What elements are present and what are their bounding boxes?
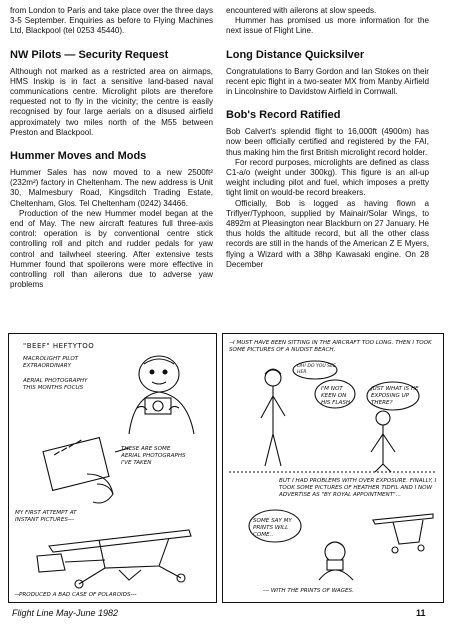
nw-pilots-body: Although not marked as a restricted area on airmaps, HMS Inskip is in fact a sensitive land-based naval communications centre. Microlight pilots are therefore requested not to fly in the vicinity; the centre is easily recognised by four large aerials on a disused airfield approximately two miles north of the M55 between Preston and Blackpool.	[10, 66, 213, 137]
camera-icon	[145, 398, 171, 414]
figure-left-icon	[261, 369, 285, 466]
right-column	[226, 6, 429, 270]
nw-pilots-heading: NW Pilots — Security Request	[10, 48, 169, 61]
quicksilver-heading: Long Distance Quicksilver	[226, 48, 365, 61]
cartoon-right-drawing	[223, 334, 443, 602]
cartoon-caption-pilot: MACROLIGHT PILOT EXTRAORDINARY	[23, 356, 79, 369]
hummer-heading: Hummer Moves and Mods	[10, 150, 147, 163]
hummer-paragraph-1: Hummer Sales has now moved to a new 2500ft² (232m²) factory in Cheltenham. The new address is Unit 30, Malmesbury Road, Kingsditch Trading Estate, Cheltenham, Glos. Tel Cheltenham (0242) 34466.	[10, 168, 213, 208]
pilot-with-camera-icon	[319, 542, 353, 580]
figure-right-icon	[371, 411, 395, 472]
small-aircraft-icon	[373, 514, 433, 553]
cartoon-caption-aerial: AERIAL PHOTOGRAPHY THIS MONTHS FOCUS	[23, 378, 88, 391]
page-number: 11	[416, 608, 426, 618]
bob-paragraph-3: Officially, Bob is logged as having flown a Triflyer/Typhoon, supplied by Mainair/Solar Wings, to 4892m at Pleasington near Blackburn on 27 January. He thus holds the altitude record, but all the other class records are still in the hands of the American Z E Myers, flying a Wizard with a 38hp Kawasaki engine. On 28 December	[226, 198, 429, 269]
pilot-head-icon	[139, 356, 179, 392]
cartoon-caption-polaroids: --PRODUCED A BAD CASE OF POLAROIDS---	[15, 592, 137, 598]
cartoon-caption-wages: --- WITH THE PRINTS OF WAGES.	[263, 588, 354, 594]
speech-bubble-1: OH! DO YOU SEE HER	[297, 364, 336, 375]
bob-paragraph-2: For record purposes, microlights are defined as class C1-a/o (weight under 300kg). This figure is an all-up weight including pilot and fuel, which imposes a pretty tight limit on would-be record breakers.	[226, 157, 429, 198]
cartoon-caption-exposure: BUT I HAD PROBLEMS WITH OVER EXPOSURE. FINALLY, I TOOK SOME PICTURES OF HEATHER TIDFIL AND I NOW ADVERTISE AS "BY ROYAL APPOINTMENT"...	[279, 478, 437, 498]
quicksilver-body: Congratulations to Barry Gordon and Ian Stokes on their recent epic flight in a two-seater MX from Manby Airfield in Lincolnshire to Davidstow Airfield in Cornwall.	[226, 66, 429, 97]
speech-bubble-3: JUST WHAT IS HE EXPOSING UP THERE?	[371, 386, 419, 406]
bob-record-heading: Bob's Record Ratified	[226, 109, 341, 122]
cartoon-panel-left	[8, 333, 217, 603]
photograph-icon	[43, 438, 109, 491]
right-intro-text-2: Hummer has promised us more information for the next issue of Flight Line.	[226, 16, 429, 36]
left-column	[10, 6, 213, 290]
cartoon-left-drawing	[9, 334, 216, 602]
microlight-aircraft-icon	[37, 530, 191, 588]
left-intro-text: from London to Paris and take place over the three days 3-5 September. Enquiries as before to Flying Machines Ltd, Blackpool (tel 0253 45440).	[10, 6, 213, 36]
cartoon-caption-instant: MY FIRST ATTEMPT AT INSTANT PICTURES---	[15, 510, 77, 523]
cartoon-caption-nudist: --I MUST HAVE BEEN SITTING IN THE AIRCRAFT TOO LONG. THEN I TOOK SOME PICTURES OF A NUDIST BEACH,	[229, 340, 432, 353]
speech-bubble-4: SOME SAY MY PRINTS WILL COME..	[253, 518, 292, 538]
bob-paragraph-1: Bob Calvert's splendid flight to 16,000ft (4900m) has now been officially certified and registered by the FAI, thus making him the first British microlight record holder.	[226, 127, 429, 157]
speech-bubble-2: I'M NOT KEEN ON HIS FLASH	[321, 386, 351, 406]
cartoon-title: "BEEF" HEFTYTOO	[23, 342, 95, 350]
cartoon-panel-right	[222, 333, 444, 603]
hummer-paragraph-2: Production of the new Hummer model began at the end of May. The new aircraft features full three-axis control: operation is by conventional centre stick controlling roll and pitch and rudder pedals for yaw control and tailwheel steering. After extensive tests Hummer found that spoilerons were more effective in controlling roll than ailerons due to adverse yaw problems	[10, 208, 213, 290]
cartoon-caption-photographs: THESE ARE SOME AERIAL PHOTOGRAPHS I'VE TAKEN	[121, 446, 186, 466]
footer-publication: Flight Line May-June 1982	[12, 608, 119, 618]
right-intro-text: encountered with ailerons at slow speeds.	[226, 6, 377, 15]
